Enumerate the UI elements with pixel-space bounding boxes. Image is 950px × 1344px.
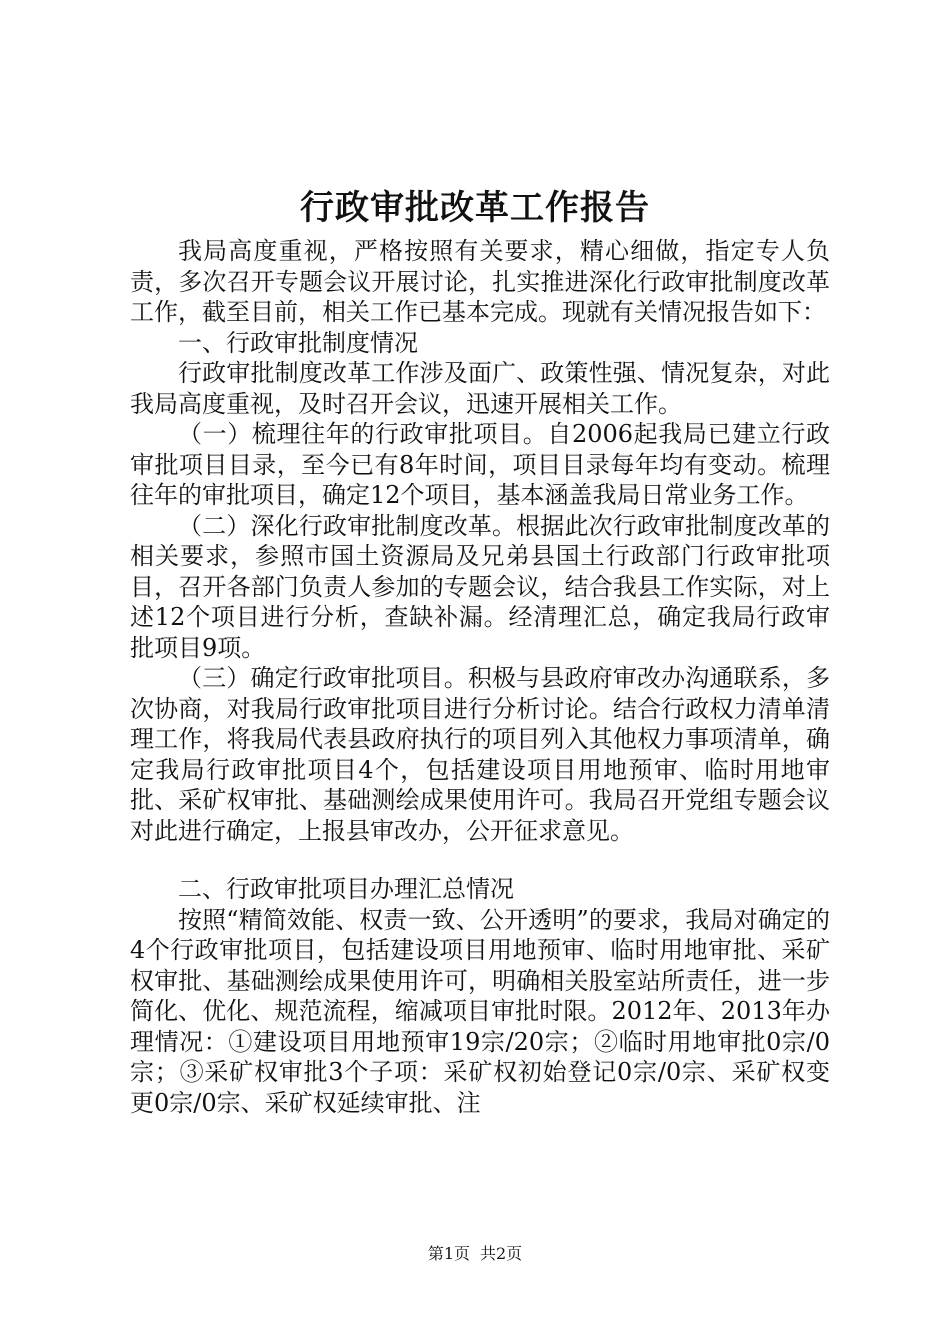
paragraph-item-3: （三）确定行政审批项目。积极与县政府审改办沟通联系，多次协商，对我局行政审批项目进行分析讨论。结合行政权力清单清理工作，将我局代表县政府执行的项目列入其他权力事项清单，确定我局行政审批项目4个，包括建设项目用地预审、临时用地审批、采矿权审批、基础测绘成果使用许可。我局召开党组专题会议对此进行确定，上报县审改办，公开征求意见。 [130, 664, 830, 845]
page-number-current: 第1页 [427, 1244, 470, 1263]
page-number-total: 共2页 [480, 1244, 523, 1263]
section-heading-1: 一、行政审批制度情况 [178, 328, 418, 357]
page-footer [0, 1242, 950, 1266]
paragraph-item-2: （二）深化行政审批制度改革。根据此次行政审批制度改革的相关要求，参照市国土资源局及兄弟县国土行政部门行政审批项目，召开各部门负责人参加的专题会议，结合我县工作实际，对上述12个项目进行分析，查缺补漏。经清理汇总，确定我局行政审批项目9项。 [130, 511, 830, 662]
paragraph-section-2-body: 按照“精简效能、权责一致、公开透明”的要求，我局对确定的4个行政审批项目，包括建设项目用地预审、临时用地审批、采矿权审批、基础测绘成果使用许可，明确相关股室站所责任，进一步简化、优化、规范流程，缩减项目审批时限。2012年、2013年办理情况：①建设项目用地预审19宗/20宗；②临时用地审批0宗/0宗；③采矿权审批3个子项：采矿权初始登记0宗/0宗、采矿权变更0宗/0宗、采矿权延续审批、注 [130, 905, 830, 1117]
section-heading-2: 二、行政审批项目办理汇总情况 [178, 875, 514, 903]
document-body [130, 236, 830, 1118]
paragraph-item-1: （一）梳理往年的行政审批项目。自2006起我局已建立行政审批项目目录，至今已有8年时间，项目目录每年均有变动。梳理往年的审批项目，确定12个项目，基本涵盖我局日常业务工作。 [130, 420, 830, 509]
paragraph-section-1-intro: 行政审批制度改革工作涉及面广、政策性强、情况复杂，对此我局高度重视，及时召开会议，迅速开展相关工作。 [130, 359, 830, 418]
document-title: 行政审批改革工作报告 [300, 188, 650, 228]
paragraph-intro: 我局高度重视，严格按照有关要求，精心细做，指定专人负责，多次召开专题会议开展讨论，扎实推进深化行政审批制度改革工作，截至目前，相关工作已基本完成。现就有关情况报告如下： [130, 237, 830, 326]
